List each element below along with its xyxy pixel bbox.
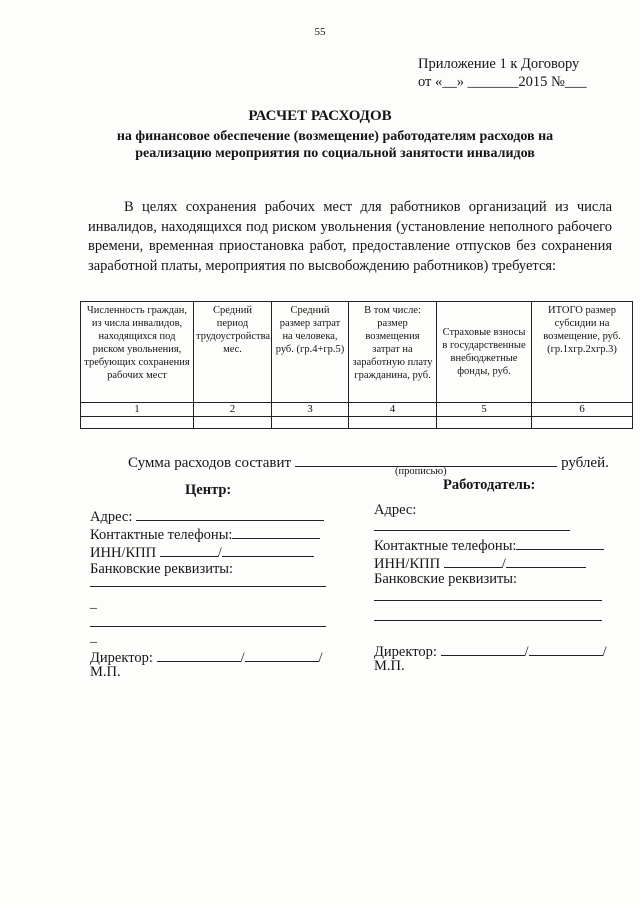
sum-label: Сумма расходов составит (128, 455, 292, 471)
employer-phones-label: Контактные телефоны: (374, 538, 517, 554)
data-cell[interactable] (194, 417, 272, 429)
employer-stamp: М.П. (374, 658, 405, 674)
center-inn-row (90, 543, 314, 562)
header-cell: Средний период трудоустройства, мес. (194, 302, 272, 403)
center-kpp-line[interactable] (222, 543, 314, 557)
document-subtitle: на финансовое обеспечение (возмещение) работодателям расходов на реализацию мероприятия по социальной занятости инвалидов (116, 129, 554, 161)
center-bank-dash-1: _ (90, 596, 97, 611)
data-cell[interactable] (81, 417, 194, 429)
employer-kpp-line[interactable] (506, 554, 586, 568)
center-director-label: Директор: (90, 650, 153, 666)
employer-director-row (374, 642, 607, 661)
center-phones-label: Контактные телефоны: (90, 527, 233, 543)
annex-line-1: Приложение 1 к Договору (418, 56, 580, 72)
table-data-row (81, 417, 633, 429)
center-address-label: Адрес: (90, 509, 133, 525)
center-bank-line-2[interactable] (90, 626, 326, 627)
table-header-row (81, 302, 633, 403)
employer-inn-line[interactable] (444, 554, 502, 568)
center-bank-line-1[interactable] (90, 586, 326, 587)
data-cell[interactable] (437, 417, 532, 429)
center-phones-row (90, 525, 320, 544)
document-title: РАСЧЕТ РАСХОДОВ (248, 108, 392, 124)
center-bank-label: Банковские реквизиты: (90, 561, 234, 577)
center-address-line[interactable] (136, 507, 324, 521)
table-number-row (81, 403, 633, 417)
employer-heading: Работодатель: (443, 477, 536, 493)
employer-director-slash: / (524, 644, 529, 660)
page-number: 55 (314, 26, 326, 38)
center-director-slash: / (240, 650, 245, 666)
employer-bank-label: Банковские реквизиты: (374, 571, 518, 587)
data-cell[interactable] (349, 417, 437, 429)
center-director-name-line[interactable] (245, 648, 319, 662)
center-inn-line[interactable] (160, 543, 218, 557)
data-cell[interactable] (532, 417, 633, 429)
employer-director-label: Директор: (374, 644, 437, 660)
intro-paragraph-text: В целях сохранения рабочих мест для работников организаций из числа инвалидов, находящихся под риском увольнения (установление неполного рабочего времени, временная приостановка работ, предоставление отпусков без сохранения заработной платы, мероприятия по высвобождению работников) требуется: (88, 199, 612, 274)
employer-bank-line-1[interactable] (374, 600, 602, 601)
center-stamp: М.П. (90, 664, 121, 680)
center-director-row (90, 648, 323, 667)
column-number: 1 (81, 403, 194, 417)
employer-phones-row (374, 536, 604, 555)
sum-currency: рублей. (561, 455, 609, 471)
header-cell: Средний размер затрат на человека, руб. (гр.4+гр.5) (272, 302, 349, 403)
annex-block (418, 55, 587, 91)
column-number: 6 (532, 403, 633, 417)
annex-line-2: от «__» _______2015 №___ (418, 74, 587, 90)
employer-inn-label: ИНН/КПП (374, 556, 441, 572)
column-number: 5 (437, 403, 532, 417)
center-inn-label: ИНН/КПП (90, 545, 157, 561)
column-number: 3 (272, 403, 349, 417)
employer-director-slash-end: / (602, 644, 607, 660)
header-cell: Страховые взносы в государственные внебюджетные фонды, руб. (437, 302, 532, 403)
column-number: 4 (349, 403, 437, 417)
employer-bank-line-2[interactable] (374, 620, 602, 621)
expense-table (80, 301, 633, 429)
header-cell: В том числе: размер возмещения затрат на заработную плату гражданина, руб. (349, 302, 437, 403)
header-cell: Численность граждан, из числа инвалидов, находящихся под риском увольнения, требующих сохранения рабочих мест (81, 302, 194, 403)
sum-hint: (прописью) (395, 466, 447, 477)
center-phones-line[interactable] (232, 525, 320, 539)
center-address-row (90, 507, 324, 526)
employer-director-name-line[interactable] (529, 642, 603, 656)
employer-director-sign-line[interactable] (441, 642, 525, 656)
employer-inn-slash: / (501, 556, 506, 572)
center-director-sign-line[interactable] (157, 648, 241, 662)
intro-paragraph (88, 198, 612, 276)
center-inn-slash: / (217, 545, 222, 561)
center-director-slash-end: / (318, 650, 323, 666)
sum-row (128, 453, 609, 472)
center-bank-dash-2: _ (90, 630, 97, 645)
employer-address-label: Адрес: (374, 502, 417, 518)
center-heading: Центр: (185, 482, 232, 498)
data-cell[interactable] (272, 417, 349, 429)
employer-address-line[interactable] (374, 530, 570, 531)
employer-phones-line[interactable] (516, 536, 604, 550)
column-number: 2 (194, 403, 272, 417)
header-cell: ИТОГО размер субсидии на возмещение, руб. (гр.1хгр.2хгр.3) (532, 302, 633, 403)
sum-input-line[interactable] (295, 453, 557, 467)
